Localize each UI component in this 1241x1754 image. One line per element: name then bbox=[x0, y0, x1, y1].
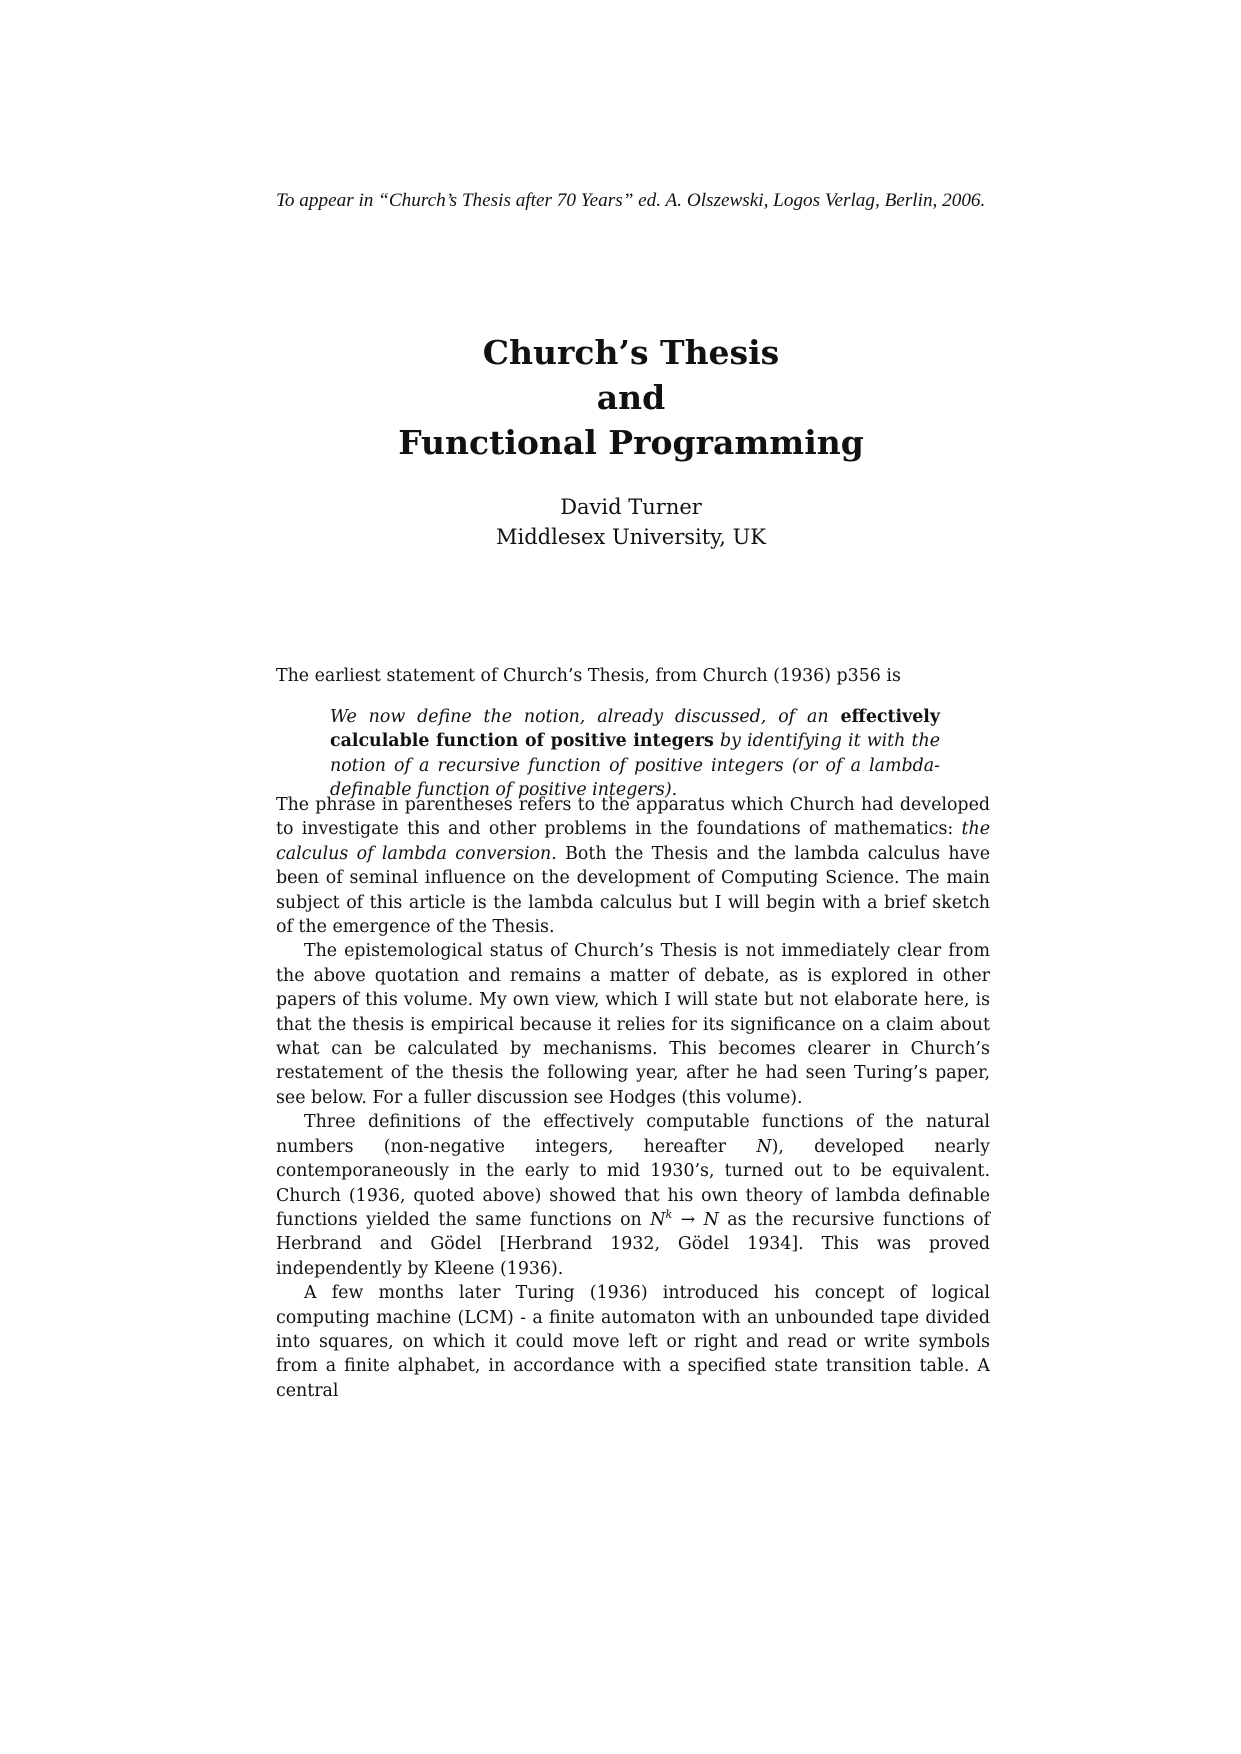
p3-text-c: as the recursive functions of Herbrand and Gödel [Herbrand 1932, Gödel 1934]. This was proved independently by Kleene (1936). bbox=[276, 1209, 990, 1279]
p3-math-nk: N bbox=[650, 1209, 666, 1230]
paragraph-2: The epistemological status of Church’s Thesis is not immediately clear from the above quotation and remains a matter of debate, as is explored in other papers of this volume. My own view, which I will state but not elaborate here, is that the thesis is empirical because it relies for its significance on a claim about what can be calculated by mechanisms. This becomes clearer in Church’s restatement of the thesis the following year, after he had seen Turing’s paper, see below. For a fuller discussion see Hodges (this volume). bbox=[276, 941, 990, 1108]
p3-math-n: N bbox=[756, 1136, 772, 1157]
author-name: David Turner bbox=[560, 495, 702, 519]
title-line-2: and bbox=[596, 378, 666, 417]
p3-text-a: Three definitions of the effectively computable functions of the natural numbers (non-negative integers, hereafter bbox=[276, 1112, 990, 1157]
p1-emphasis: the calculus of lambda conversion bbox=[276, 819, 990, 864]
p1-text-b: . Both the Thesis and the lambda calculus have been of seminal influence on the development of Computing Science. The main subject of this article is the lambda calculus but I will begin with a brief sketch of the emergence of the Thesis. bbox=[276, 843, 990, 938]
p3-math-k: k bbox=[665, 1208, 673, 1222]
author-affiliation: Middlesex University, UK bbox=[496, 525, 766, 549]
p3-math-n2: N bbox=[703, 1209, 719, 1230]
paragraph-4: A few months later Turing (1936) introduced his concept of logical computing machine (LCM) - a finite automaton with an unbounded tape divided into squares, on which it could move left or right and read or write symbols from a finite alphabet, in accordance with a specified state transition table. A central bbox=[276, 1283, 990, 1401]
paper-title bbox=[0, 330, 1241, 465]
quote-part-1: We now define the notion, already discussed, of an bbox=[330, 707, 841, 727]
title-line-1: Church’s Thesis bbox=[482, 333, 780, 372]
main-body bbox=[276, 793, 990, 1403]
p3-arrow: → bbox=[672, 1209, 704, 1230]
quote-bold-term: effectively calculable function of positive integers bbox=[330, 707, 940, 752]
church-quote bbox=[330, 705, 940, 803]
intro-paragraph bbox=[276, 664, 990, 688]
paragraph-3 bbox=[276, 1110, 990, 1281]
p3-text-b: ), developed nearly contemporaneously in the early to mid 1930’s, turned out to be equivalent. Church (1936, quoted above) showed that his own theory of lambda definable functions yielded the same functions on bbox=[276, 1136, 990, 1230]
intro-text: The earliest statement of Church’s Thesis, from Church (1936) p356 is bbox=[276, 666, 901, 686]
title-line-3: Functional Programming bbox=[398, 423, 864, 462]
author-block bbox=[0, 492, 1241, 552]
quote-part-2: by identifying it with the notion of a recursive function of positive integers (or of a lambda-definable function of positive integers). bbox=[330, 731, 940, 801]
p1-text-a: The phrase in parentheses refers to the apparatus which Church had developed to investigate this and other problems in the foundations of mathematics: bbox=[276, 795, 990, 840]
publication-note: To appear in “Church’s Thesis after 70 Years” ed. A. Olszewski, Logos Verlag, Berlin, 2006. bbox=[276, 190, 986, 211]
paragraph-1 bbox=[276, 793, 990, 939]
